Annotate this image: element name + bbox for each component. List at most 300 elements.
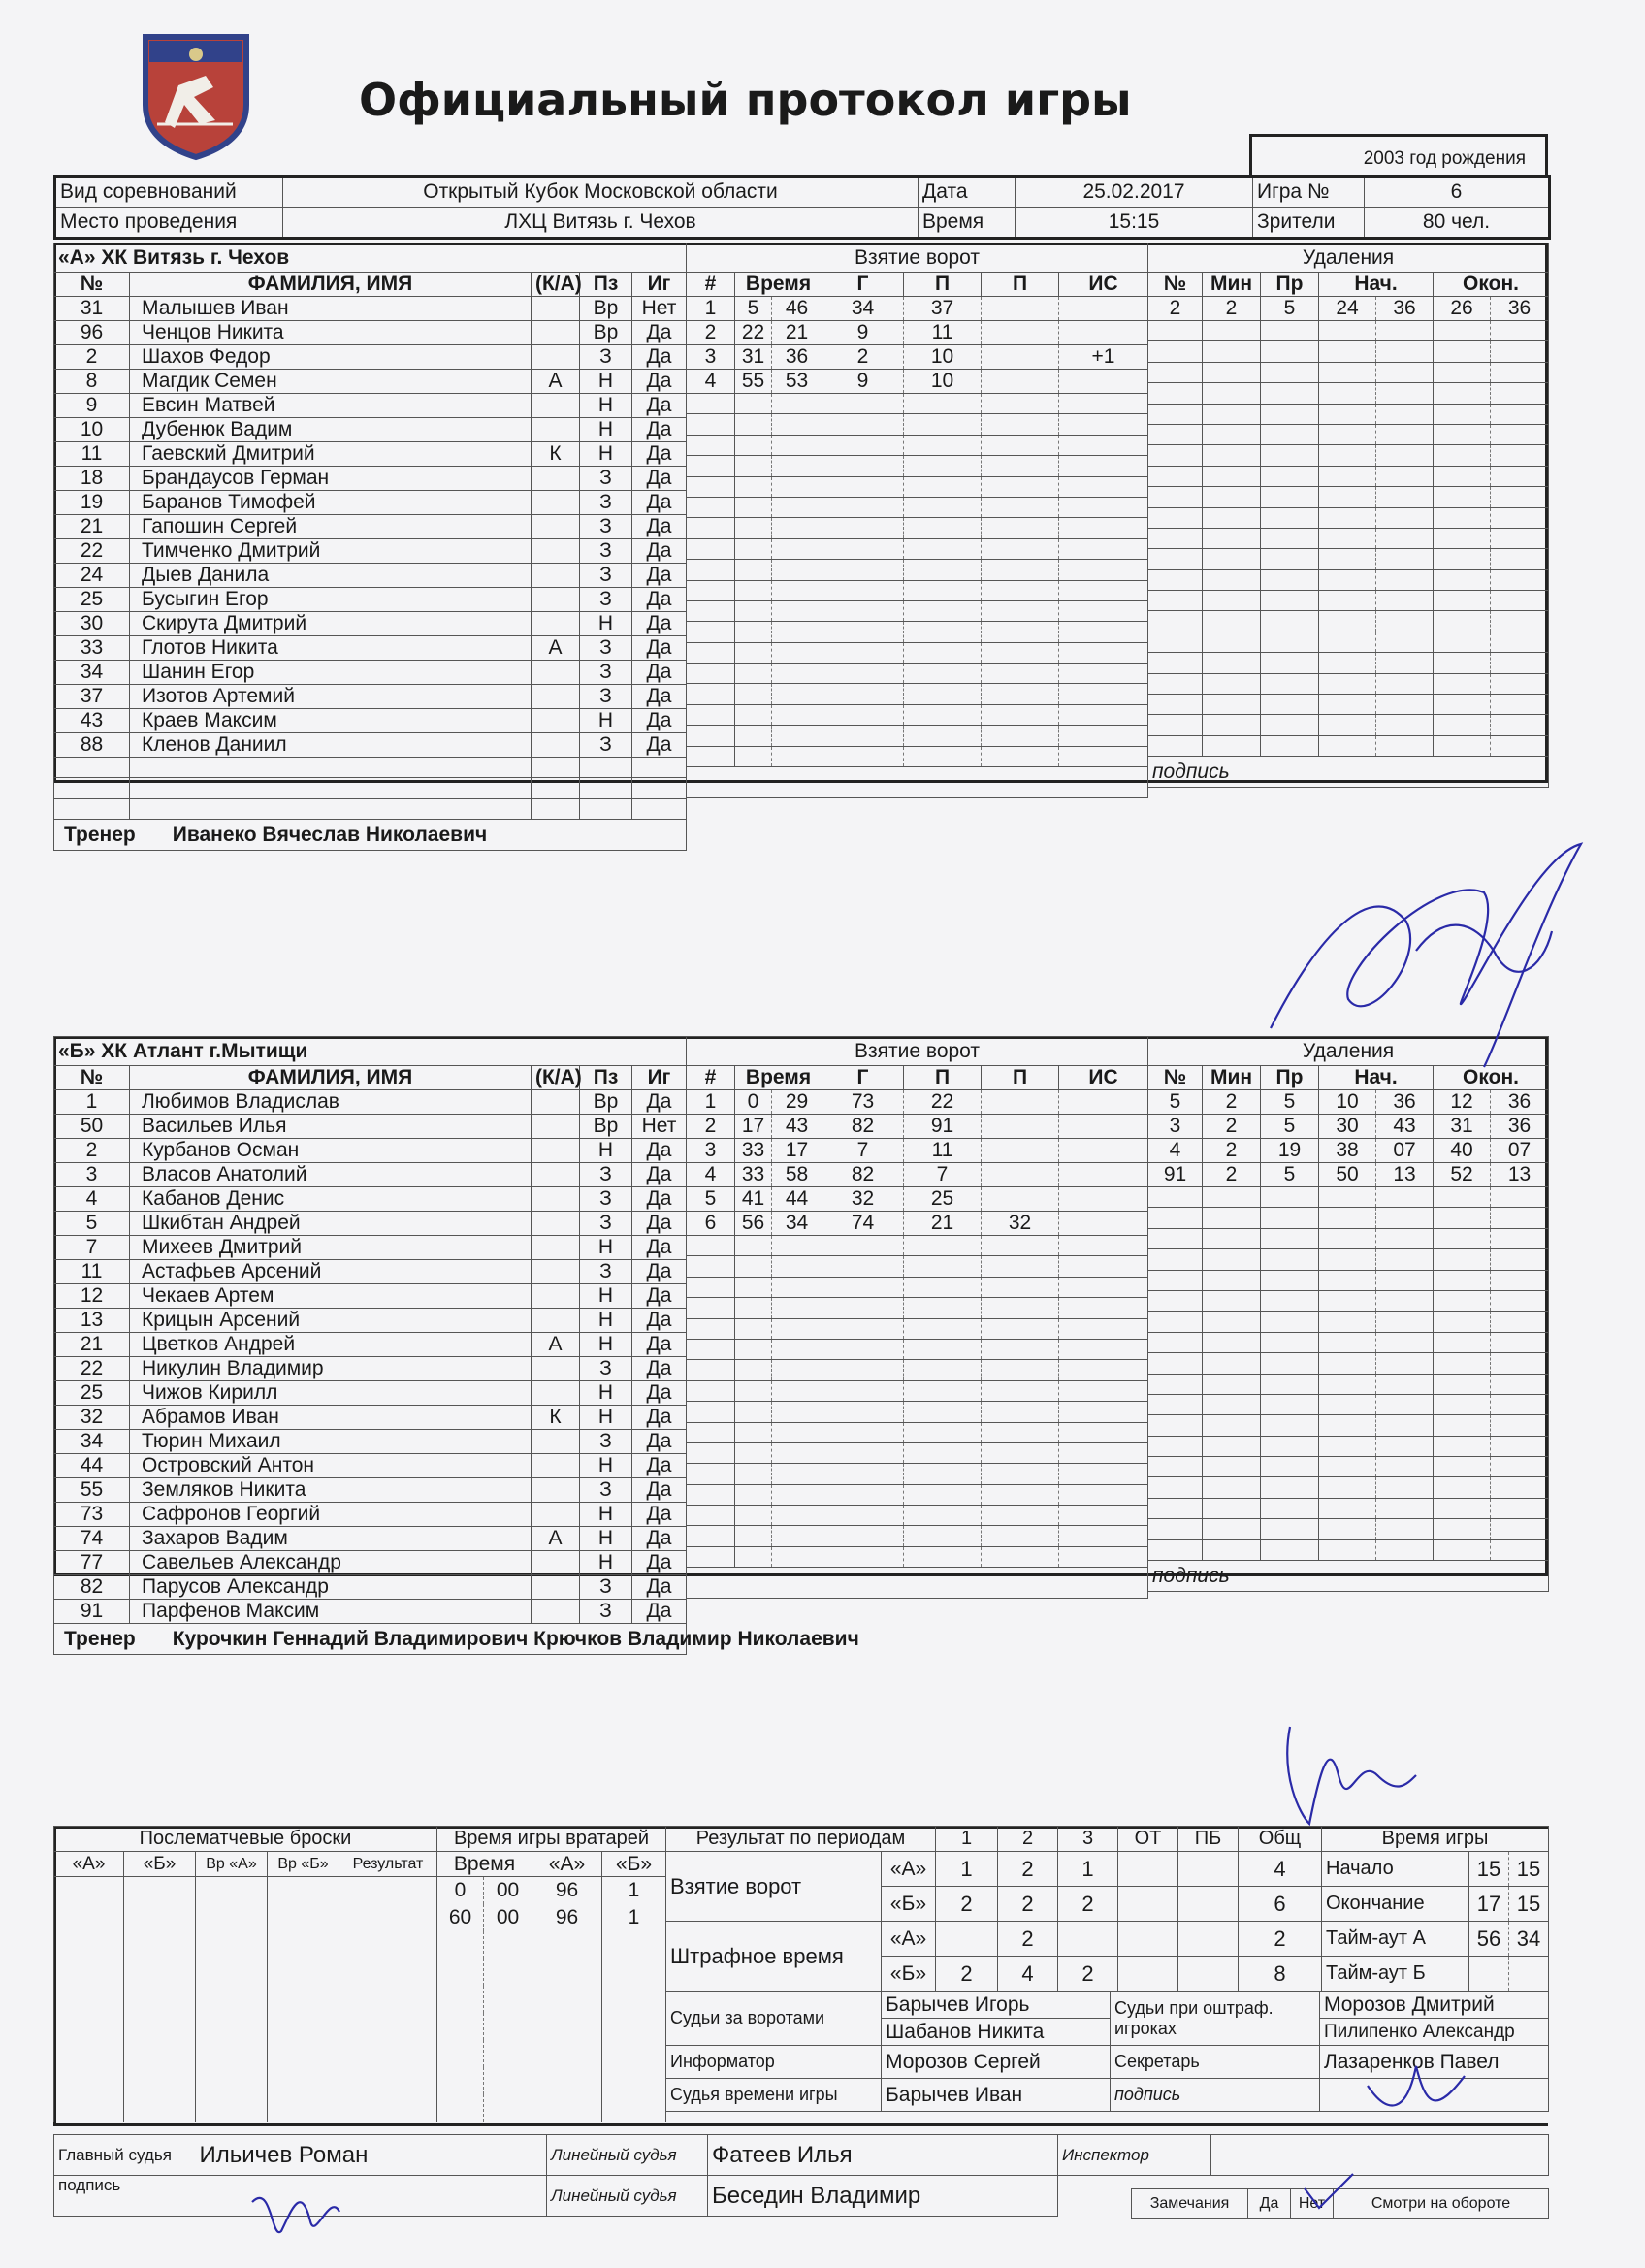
roster-row — [54, 321, 687, 345]
empty-cell — [1148, 1539, 1203, 1560]
goal-row — [687, 1546, 1148, 1567]
player-position: Н — [580, 442, 632, 467]
player-played: Да — [632, 1163, 687, 1187]
empty-cell — [1261, 1249, 1319, 1270]
penalty-cell: 5 — [1148, 1090, 1203, 1115]
player-name: Крицын Арсений — [130, 1309, 532, 1333]
player-role: К — [532, 1406, 580, 1430]
penalty-row — [1148, 1477, 1549, 1498]
player-number: 19 — [54, 491, 130, 515]
empty-cell — [1203, 735, 1261, 756]
goal-cell — [982, 1163, 1059, 1187]
roster-row — [54, 1236, 687, 1260]
empty-cell — [1319, 1290, 1376, 1311]
player-position: З — [580, 345, 632, 370]
empty-cell — [904, 704, 982, 725]
empty-cell — [735, 664, 772, 684]
goal-cell: 22 — [904, 1090, 982, 1115]
empty-cell — [772, 456, 822, 476]
empty-cell — [124, 1877, 196, 1904]
empty-cell — [982, 580, 1059, 600]
penalty-cell: 31 — [1434, 1115, 1491, 1139]
empty-cell — [904, 726, 982, 746]
player-role — [532, 564, 580, 588]
penalty-cell: 50 — [1319, 1163, 1376, 1187]
empty-cell — [1059, 704, 1148, 725]
empty-cell — [1148, 1270, 1203, 1290]
empty-cell — [1059, 560, 1148, 580]
player-position: З — [580, 1260, 632, 1284]
empty-cell — [1261, 673, 1319, 694]
player-name: Шанин Егор — [130, 661, 532, 685]
player-played: Да — [632, 442, 687, 467]
periods-table — [665, 1826, 1322, 1992]
empty-cell — [687, 1298, 735, 1318]
empty-cell — [982, 1526, 1059, 1546]
shootout-header: Результат — [339, 1852, 437, 1877]
player-played: Да — [632, 685, 687, 709]
player-name: Абрамов Иван — [130, 1406, 532, 1430]
roster-row — [54, 370, 687, 394]
player-name: Астафьев Арсений — [130, 1260, 532, 1284]
player-position: З — [580, 1575, 632, 1600]
player-role — [532, 1503, 580, 1527]
empty-cell — [1148, 341, 1203, 362]
empty-cell — [1491, 1374, 1549, 1394]
empty-cell — [772, 1464, 822, 1484]
penalty-cell: 3 — [1148, 1115, 1203, 1139]
goal-cell: 9 — [822, 370, 904, 394]
goal-row — [687, 538, 1148, 559]
roster-row — [54, 1406, 687, 1430]
goal-row — [687, 1464, 1148, 1484]
goal-cell: 3 — [687, 1139, 735, 1163]
goal-row — [687, 1484, 1148, 1505]
empty-cell — [1491, 735, 1549, 756]
empty-cell — [982, 726, 1059, 746]
team-name: «Б» ХК Атлант г.Мытищи — [54, 1037, 687, 1066]
empty-cell — [772, 497, 822, 517]
empty-cell — [822, 1484, 904, 1505]
empty-cell — [1261, 715, 1319, 735]
player-played: Да — [632, 1212, 687, 1236]
empty-cell — [124, 1904, 196, 1931]
empty-cell — [130, 758, 532, 778]
empty-cell — [687, 560, 735, 580]
empty-cell — [1319, 1394, 1376, 1414]
empty-cell — [1261, 695, 1319, 715]
empty-cell — [1491, 1228, 1549, 1248]
empty-cell — [1434, 1312, 1491, 1332]
empty-cell — [1059, 456, 1148, 476]
goalie-time-cell: 96 — [532, 1877, 602, 1904]
player-played: Да — [632, 661, 687, 685]
empty-cell — [1261, 341, 1319, 362]
empty-cell — [772, 726, 822, 746]
empty-cell — [1319, 466, 1376, 486]
empty-cell — [532, 1931, 602, 1959]
empty-cell — [687, 642, 735, 663]
player-position: Н — [580, 1454, 632, 1478]
penalties-table — [1147, 1036, 1549, 1592]
empty-cell — [1203, 673, 1261, 694]
empty-cell — [982, 435, 1059, 455]
empty-cell — [687, 476, 735, 497]
empty-cell — [735, 1464, 772, 1484]
penalty-row — [1148, 1139, 1549, 1163]
empty-cell — [1203, 404, 1261, 424]
pen-header-end: Окон. — [1434, 1066, 1549, 1090]
period-value: 2 — [1058, 1957, 1118, 1992]
empty-cell — [904, 664, 982, 684]
informer-label: Информатор — [666, 2046, 882, 2079]
player-role — [532, 418, 580, 442]
game-time-hour — [1469, 1957, 1509, 1992]
roster-row — [54, 1527, 687, 1551]
empty-cell — [1148, 1457, 1203, 1477]
roster-row — [54, 1212, 687, 1236]
player-role — [532, 467, 580, 491]
empty-cell — [437, 2040, 484, 2067]
empty-cell — [982, 476, 1059, 497]
player-role — [532, 1139, 580, 1163]
empty-cell — [1434, 549, 1491, 569]
empty-cell — [1319, 445, 1376, 466]
player-played: Да — [632, 370, 687, 394]
empty-cell — [1434, 1270, 1491, 1290]
empty-cell — [1261, 487, 1319, 507]
goal-cell: 6 — [687, 1212, 735, 1236]
empty-cell — [735, 1402, 772, 1422]
empty-cell — [1148, 673, 1203, 694]
empty-cell — [822, 1318, 904, 1339]
period-header: 2 — [998, 1827, 1058, 1852]
empty-cell — [1376, 1477, 1434, 1498]
period-value — [1118, 1887, 1178, 1922]
empty-cell — [54, 2067, 124, 2094]
empty-cell — [1491, 1436, 1549, 1456]
empty-cell — [54, 778, 130, 798]
empty-cell — [982, 538, 1059, 559]
empty-cell — [772, 1256, 822, 1277]
empty-cell — [1491, 341, 1549, 362]
game-time-label: Начало — [1322, 1852, 1469, 1887]
empty-cell — [1059, 518, 1148, 538]
empty-cell — [268, 1959, 339, 1986]
goal-row — [687, 560, 1148, 580]
goal-row — [687, 1526, 1148, 1546]
empty-cell — [1376, 528, 1434, 548]
empty-cell — [1376, 445, 1434, 466]
goal-cell — [982, 1139, 1059, 1163]
empty-cell — [602, 2013, 666, 2040]
goal-cell: 55 — [735, 370, 772, 394]
penalty-judge-1: Морозов Дмитрий — [1320, 1992, 1549, 2019]
period-value: 2 — [998, 1852, 1058, 1887]
penalty-cell: 5 — [1261, 1163, 1319, 1187]
empty-cell — [1148, 1415, 1203, 1436]
empty-cell — [1059, 1464, 1148, 1484]
empty-cell — [1059, 1422, 1148, 1442]
goalie-time-title: Время игры вратарей — [437, 1827, 666, 1852]
empty-cell — [484, 1959, 532, 1986]
penalty-row — [1148, 1163, 1549, 1187]
goal-cell: 11 — [904, 1139, 982, 1163]
player-played: Да — [632, 1575, 687, 1600]
empty-cell — [1434, 1332, 1491, 1352]
pen-header-reason: Пр — [1261, 1066, 1319, 1090]
period-value: 2 — [998, 1922, 1058, 1957]
empty-cell — [687, 600, 735, 621]
player-name: Шахов Федор — [130, 345, 532, 370]
empty-cell — [196, 2094, 268, 2122]
empty-cell — [1203, 1498, 1261, 1518]
empty-cell — [1203, 549, 1261, 569]
empty-cell — [1319, 1457, 1376, 1477]
goal-cell: 31 — [735, 345, 772, 370]
player-number: 2 — [54, 1139, 130, 1163]
empty-cell — [1059, 1339, 1148, 1359]
empty-cell — [1203, 632, 1261, 652]
game-time-hour: 56 — [1469, 1922, 1509, 1957]
empty-cell — [1491, 1187, 1549, 1208]
player-role — [532, 1357, 580, 1381]
empty-cell — [822, 414, 904, 435]
empty-cell — [982, 1442, 1059, 1463]
empty-cell — [735, 580, 772, 600]
empty-cell — [687, 1422, 735, 1442]
shootout-header: Вр «А» — [196, 1852, 268, 1877]
empty-cell — [904, 684, 982, 704]
player-played: Да — [632, 1406, 687, 1430]
player-number: 96 — [54, 321, 130, 345]
empty-cell — [1148, 1208, 1203, 1228]
empty-cell — [1319, 611, 1376, 632]
empty-cell — [484, 2040, 532, 2067]
player-played: Да — [632, 1284, 687, 1309]
goal-cell: 34 — [822, 297, 904, 321]
penalty-row — [1148, 404, 1549, 424]
penalty-cell: 36 — [1491, 1090, 1549, 1115]
empty-cell — [532, 778, 580, 798]
empty-cell — [1261, 653, 1319, 673]
empty-cell — [1148, 1228, 1203, 1248]
player-played: Да — [632, 733, 687, 758]
empty-cell — [1203, 341, 1261, 362]
empty-cell — [1261, 1539, 1319, 1560]
empty-cell — [904, 1339, 982, 1359]
goalie-time-cell: 96 — [532, 1904, 602, 1931]
goal-row — [687, 704, 1148, 725]
player-name: Скирута Дмитрий — [130, 612, 532, 636]
empty-cell — [1376, 424, 1434, 444]
empty-cell — [904, 518, 982, 538]
empty-cell — [1261, 362, 1319, 382]
player-role — [532, 394, 580, 418]
empty-cell — [1376, 1394, 1434, 1414]
coach-label: Тренер — [64, 823, 136, 846]
period-value — [936, 1922, 998, 1957]
time-value: 15:15 — [1016, 208, 1253, 239]
empty-cell — [772, 1506, 822, 1526]
empty-cell — [1203, 1187, 1261, 1208]
goal-cell: 74 — [822, 1212, 904, 1236]
empty-cell — [687, 1506, 735, 1526]
empty-cell — [735, 726, 772, 746]
empty-cell — [904, 476, 982, 497]
roster-row — [54, 709, 687, 733]
game-time-label: Окончание — [1322, 1887, 1469, 1922]
empty-cell — [1261, 1270, 1319, 1290]
empty-cell — [580, 758, 632, 778]
penalty-row — [1148, 445, 1549, 466]
empty-cell — [772, 1318, 822, 1339]
empty-cell — [484, 2094, 532, 2122]
goals-header-scorer: Г — [822, 273, 904, 297]
empty-cell — [339, 2040, 437, 2067]
penalty-row — [1148, 1290, 1549, 1311]
player-role — [532, 1090, 580, 1115]
goal-cell: 17 — [772, 1139, 822, 1163]
goal-row — [687, 1506, 1148, 1526]
empty-cell — [822, 726, 904, 746]
roster-row — [54, 1090, 687, 1115]
empty-cell — [1376, 1312, 1434, 1332]
see-back-note: Смотри на обороте — [1334, 2189, 1549, 2219]
penalty-cell: 40 — [1434, 1139, 1491, 1163]
player-position: Н — [580, 394, 632, 418]
empty-cell — [1376, 404, 1434, 424]
penalty-row — [1148, 383, 1549, 404]
player-number: 22 — [54, 1357, 130, 1381]
empty-cell — [772, 1402, 822, 1422]
empty-cell — [602, 1931, 666, 1959]
empty-cell — [1376, 1353, 1434, 1374]
goal-cell: 36 — [772, 345, 822, 370]
player-played: Да — [632, 345, 687, 370]
empty-cell — [1261, 591, 1319, 611]
player-played: Да — [632, 1309, 687, 1333]
empty-cell — [1261, 611, 1319, 632]
goal-cell: 34 — [772, 1212, 822, 1236]
empty-cell — [1203, 466, 1261, 486]
goalie-time-cell: 1 — [602, 1877, 666, 1904]
empty-cell — [1203, 1332, 1261, 1352]
shootout-header: «А» — [54, 1852, 124, 1877]
goal-cell: 21 — [772, 321, 822, 345]
roster-row — [54, 1551, 687, 1575]
remarks-yes: Да — [1248, 2189, 1291, 2219]
empty-cell — [268, 1931, 339, 1959]
goal-cell: 22 — [735, 321, 772, 345]
empty-cell — [1434, 1457, 1491, 1477]
goals-header-assist: П — [904, 273, 982, 297]
player-name: Дыев Данила — [130, 564, 532, 588]
empty-cell — [580, 778, 632, 798]
penalty-cell: 36 — [1376, 1090, 1434, 1115]
empty-cell — [904, 456, 982, 476]
empty-cell — [1059, 622, 1148, 642]
player-number: 24 — [54, 564, 130, 588]
empty-cell — [687, 664, 735, 684]
empty-cell — [687, 1546, 735, 1567]
player-name: Островский Антон — [130, 1454, 532, 1478]
player-role — [532, 1284, 580, 1309]
timekeeper-name: Барычев Иван — [882, 2079, 1111, 2112]
goal-cell: 73 — [822, 1090, 904, 1115]
empty-cell — [339, 1959, 437, 1986]
goal-cell: 0 — [735, 1090, 772, 1115]
empty-cell — [532, 2094, 602, 2122]
empty-cell — [822, 1442, 904, 1463]
roster-header-ca: (К/А) — [532, 273, 580, 297]
goal-row — [687, 1090, 1148, 1115]
empty-cell — [822, 394, 904, 414]
empty-cell — [822, 1402, 904, 1422]
goalie-header-a: «А» — [532, 1852, 602, 1877]
player-name: Захаров Вадим — [130, 1527, 532, 1551]
roster-header-name: ФАМИЛИЯ, ИМЯ — [130, 273, 532, 297]
empty-cell — [1434, 362, 1491, 382]
empty-cell — [1148, 1394, 1203, 1414]
empty-cell — [1148, 507, 1203, 528]
empty-cell — [484, 2067, 532, 2094]
roster-row — [54, 418, 687, 442]
period-value — [1178, 1887, 1239, 1922]
empty-cell — [1203, 1477, 1261, 1498]
penalty-row — [1148, 1539, 1549, 1560]
empty-cell — [1434, 507, 1491, 528]
player-number: 18 — [54, 467, 130, 491]
player-name: Бусыгин Егор — [130, 588, 532, 612]
goal-cell: 4 — [687, 1163, 735, 1187]
period-value — [1118, 1852, 1178, 1887]
roster-row — [54, 1115, 687, 1139]
player-name: Брандаусов Герман — [130, 467, 532, 491]
player-role: А — [532, 1527, 580, 1551]
empty-cell — [1319, 362, 1376, 382]
empty-cell — [1491, 1415, 1549, 1436]
player-played: Да — [632, 1333, 687, 1357]
penalty-cell: 2 — [1203, 1115, 1261, 1139]
period-value — [1178, 1922, 1239, 1957]
goal-cell: 25 — [904, 1187, 982, 1212]
penalty-row — [1148, 1519, 1549, 1539]
empty-cell — [735, 394, 772, 414]
empty-cell — [1434, 1228, 1491, 1248]
empty-cell — [1319, 1353, 1376, 1374]
empty-cell — [437, 2094, 484, 2122]
empty-cell — [602, 1986, 666, 2013]
goal-row — [687, 1298, 1148, 1318]
roster-row — [54, 394, 687, 418]
goals-header-assist2: П — [982, 1066, 1059, 1090]
empty-cell — [1148, 695, 1203, 715]
empty-cell — [1319, 695, 1376, 715]
player-number: 77 — [54, 1551, 130, 1575]
goal-row — [687, 746, 1148, 766]
empty-cell — [1376, 549, 1434, 569]
empty-cell — [687, 1568, 1148, 1599]
goalie-time-table — [436, 1826, 666, 2122]
empty-cell — [1203, 1270, 1261, 1290]
empty-cell — [1203, 507, 1261, 528]
empty-cell — [632, 798, 687, 819]
empty-cell — [822, 704, 904, 725]
penalty-cell: 38 — [1319, 1139, 1376, 1163]
empty-cell — [1434, 1415, 1491, 1436]
empty-cell — [772, 1546, 822, 1567]
